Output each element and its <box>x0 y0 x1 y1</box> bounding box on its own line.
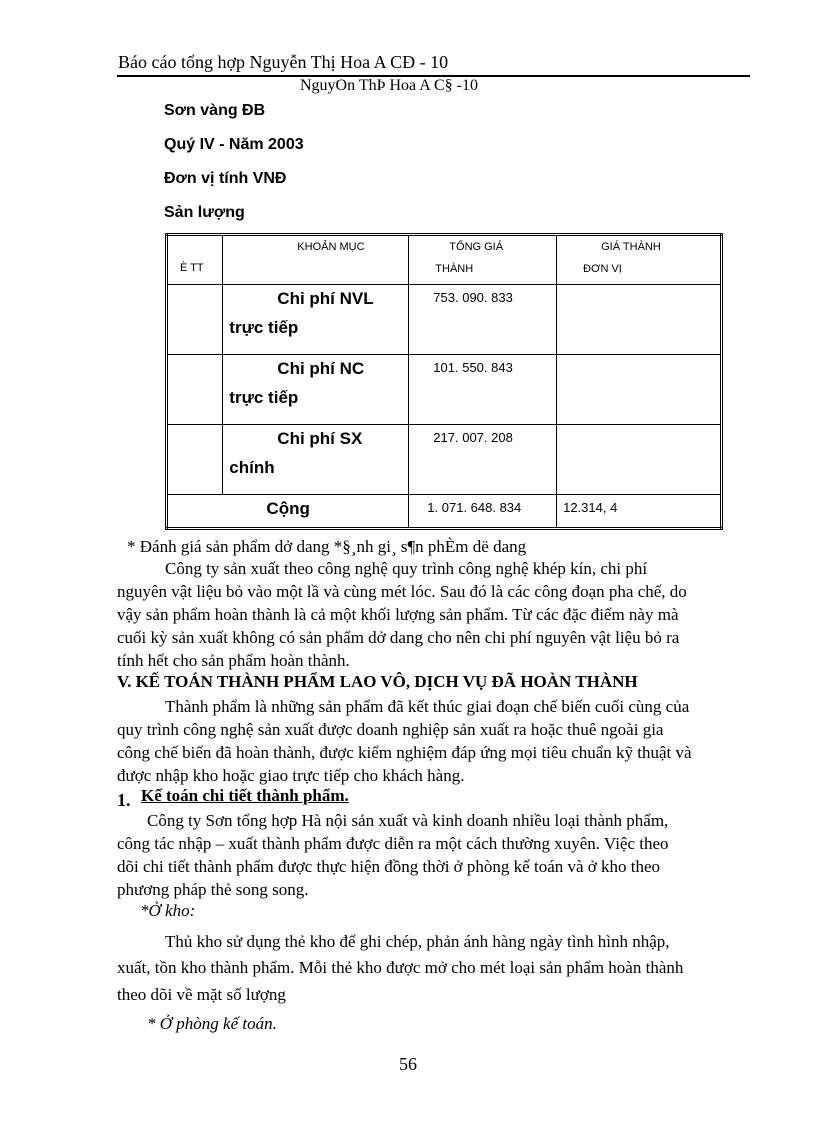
total-cost-cell: 753. 090. 833 <box>409 285 557 355</box>
paragraph-line: Thủ kho sử dụng thẻ kho để ghi chép, phản ánh hàng ngày tình hình nhập, <box>165 932 670 951</box>
paragraph-line: vậy sản phẩm hoàn thành là cả một khối lượng sản phẩm. Từ các đặc điểm này mà <box>117 605 679 624</box>
item-cell: Chi phí NC trực tiếp <box>223 355 409 425</box>
sum-unit-cell: 12.314, 4 <box>557 495 722 529</box>
total-cost-cell: 101. 550. 843 <box>409 355 557 425</box>
sum-total-cell: 1. 071. 648. 834 <box>409 495 557 529</box>
table-row <box>167 355 722 425</box>
subsection-title: Kế toán chi tiết thành phẩm. <box>141 786 349 805</box>
stt-cell <box>167 425 223 495</box>
paragraph-line: công chế biến đã hoàn thành, được kiểm nghiệm đáp ứng mọi tiêu chuẩn kỹ thuật và <box>117 743 692 762</box>
header-total-cost: TỔNG GIÁ THÀNH <box>409 235 557 285</box>
item-cell: Chi phí SX chính <box>223 425 409 495</box>
wip-note-heading: * Đánh giá sản phẩm dở dang *§¸nh gi¸ s¶n phÈm dë dang <box>127 537 527 556</box>
paragraph-line: tính hết cho sản phẩm hoàn thành. <box>117 651 350 670</box>
unit-cost-cell <box>557 355 722 425</box>
cost-table <box>165 233 723 530</box>
item-cell: Chi phí NVL trực tiếp <box>223 285 409 355</box>
report-header-title: Báo cáo tổng hợp Nguyễn Thị Hoa A CĐ - 10 <box>118 52 449 72</box>
company-name: Sơn vàng ĐB <box>164 102 266 119</box>
unit-cost-cell <box>557 285 722 355</box>
table-header-row <box>167 235 722 285</box>
accounting-dept-label: * Ở phòng kế toán. <box>147 1014 277 1033</box>
paragraph-line: cuối kỳ sản xuất không có sản phẩm dở dang cho nên chi phí nguyên vật liệu bỏ ra <box>117 628 680 647</box>
table-sum-row <box>167 495 722 529</box>
paragraph-line: Thành phẩm là những sản phẩm đã kết thúc giai đoạn chế biến cuối cùng của <box>165 697 690 716</box>
currency-unit: Đơn vị tính VNĐ <box>164 170 287 187</box>
header-unit-cost: GIÁ THÀNH ĐƠN VỊ <box>557 235 722 285</box>
header-stt: È TT <box>167 235 223 285</box>
header-item: KHOẢN MỤC <box>223 235 409 285</box>
report-period: Quý IV - Năm 2003 <box>164 136 304 153</box>
paragraph-line: công tác nhập – xuất thành phẩm được diễn ra một cách thường xuyên. Việc theo <box>117 834 669 853</box>
stt-cell <box>167 285 223 355</box>
paragraph-line: Công ty sản xuất theo công nghệ quy trình công nghệ khép kín, chi phí <box>165 559 648 578</box>
table-row <box>167 285 722 355</box>
table-row <box>167 425 722 495</box>
warehouse-label: *Ở kho: <box>140 901 196 920</box>
subsection-number: 1. <box>117 790 131 810</box>
paragraph-line: nguyên vật liệu bỏ vào một lầ và cùng mét lóc. Sau đó là các công đoạn pha chế, do <box>117 582 687 601</box>
output-label: Sản lượng <box>164 204 245 221</box>
sum-label-cell: Cộng <box>167 495 409 529</box>
paragraph-line: quy trình công nghệ sản xuất được doanh nghiệp sản xuất ra hoặc thuê ngoài gia <box>117 720 664 739</box>
paragraph-line: được nhập kho hoặc giao trực tiếp cho khách hàng. <box>117 766 465 785</box>
garbled-header-line: NguyOn ThÞ Hoa A C§ -10 <box>300 77 478 94</box>
page-number: 56 <box>399 1054 417 1074</box>
total-cost-cell: 217. 007. 208 <box>409 425 557 495</box>
stt-cell <box>167 355 223 425</box>
section-heading: V. KẾ TOÁN THÀNH PHẨM LAO VÔ, DỊCH VỤ ĐÃ HOÀN THÀNH <box>117 672 638 691</box>
paragraph-line: theo dõi về mặt số lượng <box>117 985 286 1004</box>
paragraph-line: phương pháp thẻ song song. <box>117 880 309 899</box>
paragraph-line: dõi chi tiết thành phẩm được thực hiện đồng thời ở phòng kế toán và ở kho theo <box>117 857 661 876</box>
paragraph-line: xuất, tồn kho thành phẩm. Mỗi thẻ kho được mở cho mét loại sản phẩm hoàn thành <box>117 958 684 977</box>
unit-cost-cell <box>557 425 722 495</box>
paragraph-line: Công ty Sơn tổng hợp Hà nội sản xuất và kinh doanh nhiều loại thành phẩm, <box>147 811 669 830</box>
